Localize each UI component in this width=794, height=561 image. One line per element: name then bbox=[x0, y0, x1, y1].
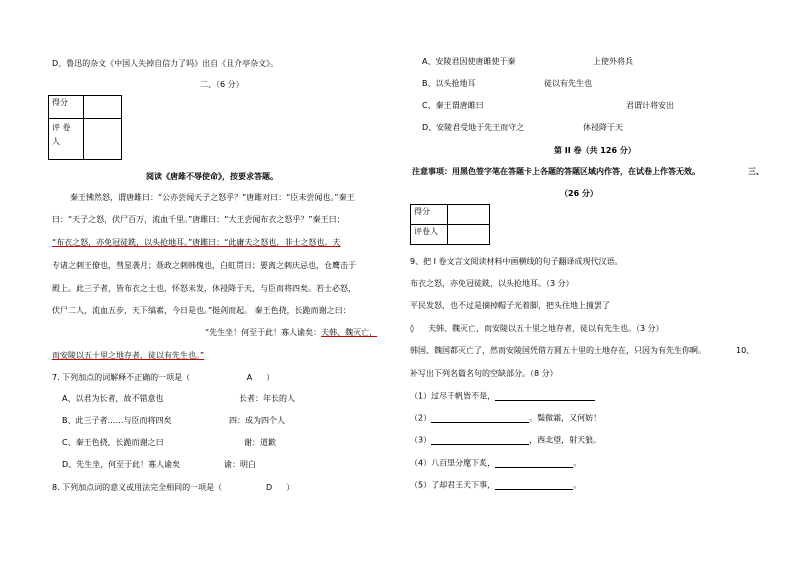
q8-option-a: A、安陵君因使唐雎使于秦 bbox=[422, 57, 516, 66]
volume-two-title: 第 II 卷（共 126 分） bbox=[554, 146, 636, 155]
q9-answer-2: 韩国、魏国都灭亡了，然而安陵国凭借方圆五十里的土地存在，只因为有先生你啊。 bbox=[410, 346, 706, 355]
q7-close: ） bbox=[266, 373, 275, 382]
score-cell-value bbox=[84, 96, 122, 119]
passage-line-5: 殿上。此三子者，皆布衣之士也，怀怒未发，休祲降于天，与臣而将四矣。若士必怒， bbox=[52, 284, 356, 293]
fill-4-pre: （4）八百里分麾下炙， bbox=[410, 458, 496, 468]
fill-item-5 bbox=[410, 480, 581, 490]
passage-line-8: 而安陵以五十里之地存者，徒以有先生也。” bbox=[52, 351, 205, 360]
score-table-right bbox=[410, 204, 490, 245]
q8-option-d: D、安陵君受地于先王而守之 bbox=[422, 123, 525, 132]
fill-4-blank[interactable] bbox=[495, 458, 573, 468]
fill-item-2 bbox=[410, 413, 601, 423]
q8-option-b: B、以头抢地耳 bbox=[422, 79, 476, 88]
q7-option-b: B、此三子者……与臣而将四矣 bbox=[62, 416, 172, 425]
fill-item-1 bbox=[410, 391, 595, 401]
grader-cell-value bbox=[84, 119, 122, 160]
q7-option-a: A、以君为长者，故不错意也 bbox=[62, 394, 164, 403]
fill-5-pre: （5）了却君王天下事， bbox=[410, 480, 496, 490]
fill-1-pre: （1）过尽千帆皆不是， bbox=[410, 391, 496, 401]
score-table-left bbox=[48, 95, 122, 160]
score-cell-label-right: 得分 bbox=[411, 205, 448, 225]
q9-s2-marker: ◊ bbox=[410, 324, 414, 333]
answer-notice: 注意事项：用黑色签字笔在答题卡上各题的答题区域内作答，在试卷上作答无效。 bbox=[412, 167, 700, 176]
fill-item-3 bbox=[410, 435, 601, 445]
q7-option-a-gloss: 长者：年长的人 bbox=[239, 394, 295, 403]
grader-cell-value-right bbox=[448, 225, 490, 245]
reading-title: 阅读《唐雎不辱使命》，按要求答题。 bbox=[146, 172, 278, 181]
q8-answer: D bbox=[266, 483, 273, 492]
grader-cell-label bbox=[49, 119, 84, 160]
passage-line-4: 专诸之刺王僚也，彗星袭月；聂政之刺韩傀也，白虹贯日；要离之刺庆忌也，仓鹰击于 bbox=[52, 261, 356, 270]
question-7 bbox=[52, 373, 274, 383]
grader-label-a: 评 卷 bbox=[52, 123, 71, 132]
passage-line-2: 曰：“天子之怒，伏尸百万，流血千里。”唐雎曰：“大王尝闻布衣之怒乎？”秦王曰： bbox=[52, 215, 345, 224]
q9-sentence-1: 布衣之怒，亦免冠徒跣，以头抢地耳。（3 分） bbox=[410, 279, 574, 288]
q8-option-d-pair: 休祲降于天 bbox=[583, 123, 623, 132]
q7-option-d: D、先生坐，何至于此！寡人谕矣 bbox=[62, 460, 181, 469]
section-two-title: 二、（6 分） bbox=[200, 80, 244, 89]
grader-label-b: 人 bbox=[52, 136, 60, 146]
passage-line-6: 伏尸二人，流血五步，天下缟素，今日是也。”挺剑而起。 秦王色挠，长跪而谢之曰： bbox=[52, 306, 351, 315]
fill-3-blank[interactable] bbox=[431, 435, 529, 445]
q8-option-b-pair: 徒以有先生也 bbox=[544, 79, 592, 88]
q9-sentence-2-row bbox=[410, 324, 664, 334]
q8-option-c: C、秦王谓唐雎曰 bbox=[422, 101, 484, 110]
passage-line-7-underlined: 夫韩、魏灭亡， bbox=[321, 328, 378, 337]
fill-1-blank[interactable] bbox=[495, 391, 595, 401]
question-9: 9、把 I 卷文言文阅读材料中画横线的句子翻译成现代汉语。 bbox=[410, 257, 623, 266]
q8-close: ） bbox=[286, 483, 295, 492]
fill-2-pre: （2） bbox=[410, 413, 432, 423]
q9-sentence-2: 夫韩、魏灭亡，而安陵以五十里之地存者，徒以有先生也。（3 分） bbox=[428, 324, 664, 333]
fill-4-post: 。 bbox=[573, 458, 582, 468]
fill-2-blank[interactable] bbox=[431, 413, 529, 423]
q7-option-c: C、秦王色挠，长跪而谢之曰 bbox=[62, 438, 164, 447]
option-d-line: D、鲁迅的杂文《中国人失掉自信力了吗》出自《且介亭杂文》。 bbox=[52, 59, 279, 68]
fill-item-4 bbox=[410, 458, 581, 468]
fill-5-blank[interactable] bbox=[495, 480, 573, 490]
grader-cell-label-right: 评卷人 bbox=[411, 225, 448, 245]
q8-option-c-pair: 君谓计将安出 bbox=[626, 101, 674, 110]
q7-stem: 7. 下列加点的词解释不正确的一项是（ bbox=[52, 373, 191, 382]
fill-3-post: ，西北望，射天狼。 bbox=[529, 435, 602, 445]
fill-2-post: 。鬓微霜，又何妨！ bbox=[529, 413, 602, 423]
q7-answer: A bbox=[246, 373, 253, 382]
section-three-label: 三、 bbox=[748, 167, 764, 176]
fill-5-post: 。 bbox=[573, 480, 582, 490]
q7-option-d-gloss: 谕：明白 bbox=[224, 460, 256, 469]
score-cell-value-right bbox=[448, 205, 490, 225]
passage-line-1: 秦王怫然怒，谓唐雎曰：“公亦尝闻天子之怒乎？”唐雎对曰：“臣未尝闻也。”秦王 bbox=[70, 193, 355, 202]
q9-answer-1: 平民发怒，也不过是摘掉帽子光着脚，把头往地上撞罢了 bbox=[410, 301, 610, 310]
score-cell-label: 得分 bbox=[49, 96, 84, 119]
question-10-number: 10、 bbox=[736, 346, 755, 355]
fill-3-pre: （3） bbox=[410, 435, 432, 445]
section-three-score: （26 分） bbox=[560, 189, 598, 198]
passage-line-7-text: “先生坐！何至于此！寡人谕矣： bbox=[205, 328, 322, 337]
q8-option-a-pair: 上使外将兵 bbox=[593, 57, 633, 66]
q7-option-c-gloss: 谢：道歉 bbox=[244, 438, 276, 447]
q8-stem: 8. 下列加点词的意义或用法完全相同的一项是（ bbox=[52, 483, 223, 492]
passage-line-7 bbox=[205, 328, 377, 338]
q7-option-b-gloss: 四：成为四个人 bbox=[229, 416, 285, 425]
passage-line-3: “布衣之怒，亦免冠徒跣，以头抢地耳。”唐雎曰：“此庸夫之怒也，非士之怒也。夫 bbox=[52, 238, 341, 247]
question-10: 补写出下列名篇名句的空缺部分。（8 分） bbox=[410, 369, 558, 378]
question-8 bbox=[52, 483, 294, 493]
